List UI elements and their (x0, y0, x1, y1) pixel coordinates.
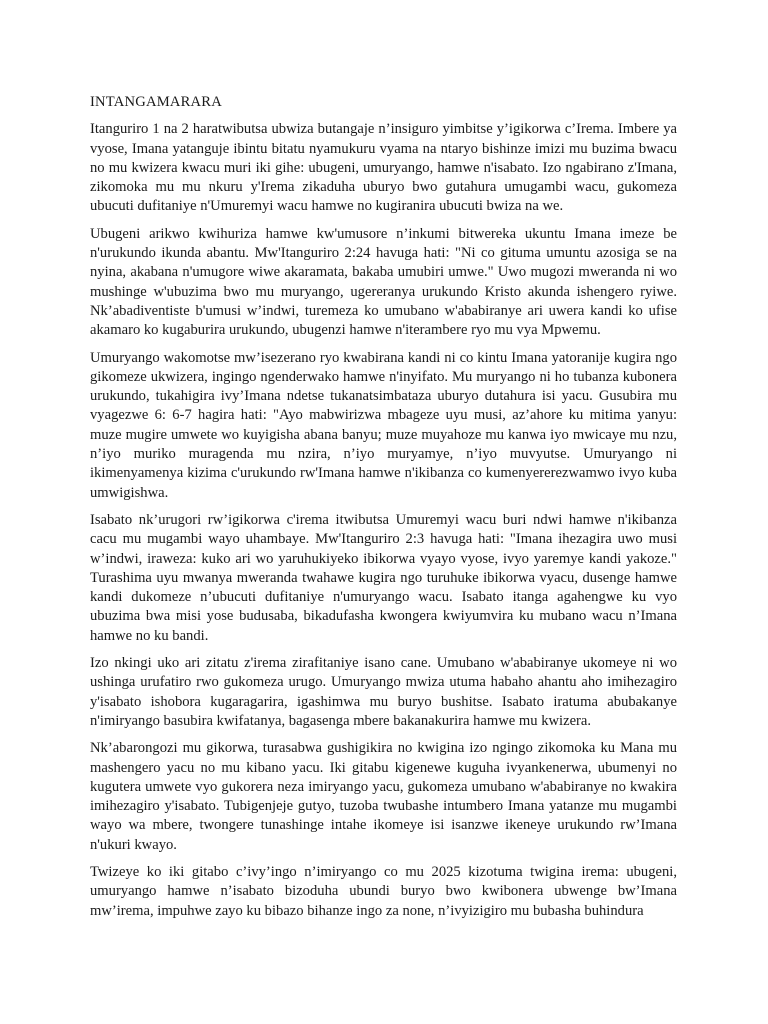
paragraph-family: Umuryango wakomotse mw’isezerano ryo kwabirana kandi ni co kintu Imana yatoranije kugira ngo gikomeze ukwizera, ingingo ngenderwako hamwe n'inyifato. Mu muryango ni ho tubanza kubonera urukundo, tukahigira ivy’Imana ndetse tukanatsimbataza uburyo dutahura isi yacu. Gusubira mu vyagezwe 6: 6-7 hagira hati: "Ayo mabwirizwa mbageze uyu musi, az’ahore ku mitima yanyu: muze mugire umwete wo kuyigisha abana banyu; muze muyahoze mu kanwa iyo mwicaye mu nzu, n’iyo muriko muragenda mu nzira, n’iyo muryamye, n’iyo muvyutse. Umuryango ni ikimenyamenya kizima c'urukundo rw'Imana hamwe n'ikibanza co kumenyererezwamwo ivyo kuba umwigishwa. (90, 349, 677, 501)
document-page (90, 93, 677, 929)
paragraph-creation-intro: Itanguriro 1 na 2 haratwibutsa ubwiza butangaje n’insiguro yimbitse y’igikorwa c’Irema. Imbere ya vyose, Imana yatanguje ibintu bitatu nyamukuru vyama na ntaryo bishinze imizi mu buzima bwacu no mu kwizera kwacu muri iki gihe: ubugeni, umuryango, hamwe n'isabato. Izo ngabirano z'Imana, zikomoka mu mu nkuru y'Irema zikaduha uburyo bwo gutahura umugambi wacu, gukomeza ubucuti dufitaniye n'Umuremyi wacu hamwe no kugiranira ubucuti bwiza na we. (90, 121, 677, 215)
paragraph-three-pillars: Izo nkingi uko ari zitatu z'irema zirafitaniye isano cane. Umubano w'ababiranye ukomeye ni wo ushinga urufatiro rwo gukomeza urugo. Umuryango mwiza utuma habaho ahantu aho imihezagiro y'isabato ishobora kugaragarira, igashimwa mu buryo bushitse. Isabato iratuma abubakanye n'imiryango basubira kwifatanya, bagasenga mbere bakanakurira hamwe mu kwizera. (90, 655, 677, 729)
paragraph-marriage: Ubugeni arikwo kwihuriza hamwe kw'umusore n’inkumi bitwereka ukuntu Imana imeze be n'urukundo ikunda abantu. Mw'Itanguriro 2:24 havuga hati: "Ni co gituma umuntu azosiga se na nyina, akabana n'umugore wiwe akaramata, bakaba umubiri umwe." Uwo mugozi mweranda ni wo mushinge w'ubuzima bwo mu muryango, ugereranya urukundo Kristo akunda ishengero ryiwe. Nk’abadiventiste b'umusi w’indwi, turemeza ko umubano w'ababiranye ari uwera kandi ko ufise akamaro ko kugaburira urukundo, ubugenzi hamwe n'iterambere ryo mu vya Mpwemu. (90, 225, 677, 339)
paragraph-sabbath: Isabato nk’urugori rw’igikorwa c'irema itwibutsa Umuremyi wacu buri ndwi hamwe n'ikibanza cacu mu mugambi wayo uhambaye. Mw'Itanguriro 2:3 havuga hati: "Imana ihezagira uwo musi w’indwi, iraweza: kuko ari wo yaruhukiyeko ibikorwa vyayo vyose, ivyo yaremye kandi yakoze." Turashima uyu mwanya mweranda twahawe kugira ngo turuhuke ibikorwa vyacu, dusenge hamwe kandi dukomeze n’ubucuti dufitaniye n'umuryango wacu. Isabato itanga agahengwe ku vyo ubuzima bwa misi yose budusaba, bikadufasha kwongera kwiyumvira ku mubano wacu n’Imana hamwe no ku bandi. (90, 511, 677, 644)
paragraph-leaders: Nk’abarongozi mu gikorwa, turasabwa gushigikira no kwigina izo ngingo zikomoka ku Mana mu mashengero yacu no mu kibano yacu. Iki gitabu kigenewe kuguha ivyankenerwa, ubumenyi no kugutera umwete vyo gukorera neza imiryango yacu, gukomeza umubano w'ababiranye no kwakira imihezagiro y'isabato. Tubigenjeje gutyo, tuzoba twubashe intumbero Imana yatanze mu mugambi wayo wa mbere, twongere tunashinge intahe ikomeye isi isanzwe ikeneye urukundo rw’Imana n'ukuri kwayo. (90, 740, 677, 853)
paragraph-hope: Twizeye ko iki gitabo c’ivy’ingo n’imiryango co mu 2025 kizotuma twigina irema: ubugeni, umuryango hamwe n’isabato bizoduha ubundi buryo bwo kwibonera ubwenge bw’Imana mw’irema, impuhwe zayo ku bibazo bihanze ingo za none, n’ivyizigiro mu bubasha buhindura (90, 863, 677, 919)
document-heading: INTANGAMARARA (90, 94, 222, 110)
